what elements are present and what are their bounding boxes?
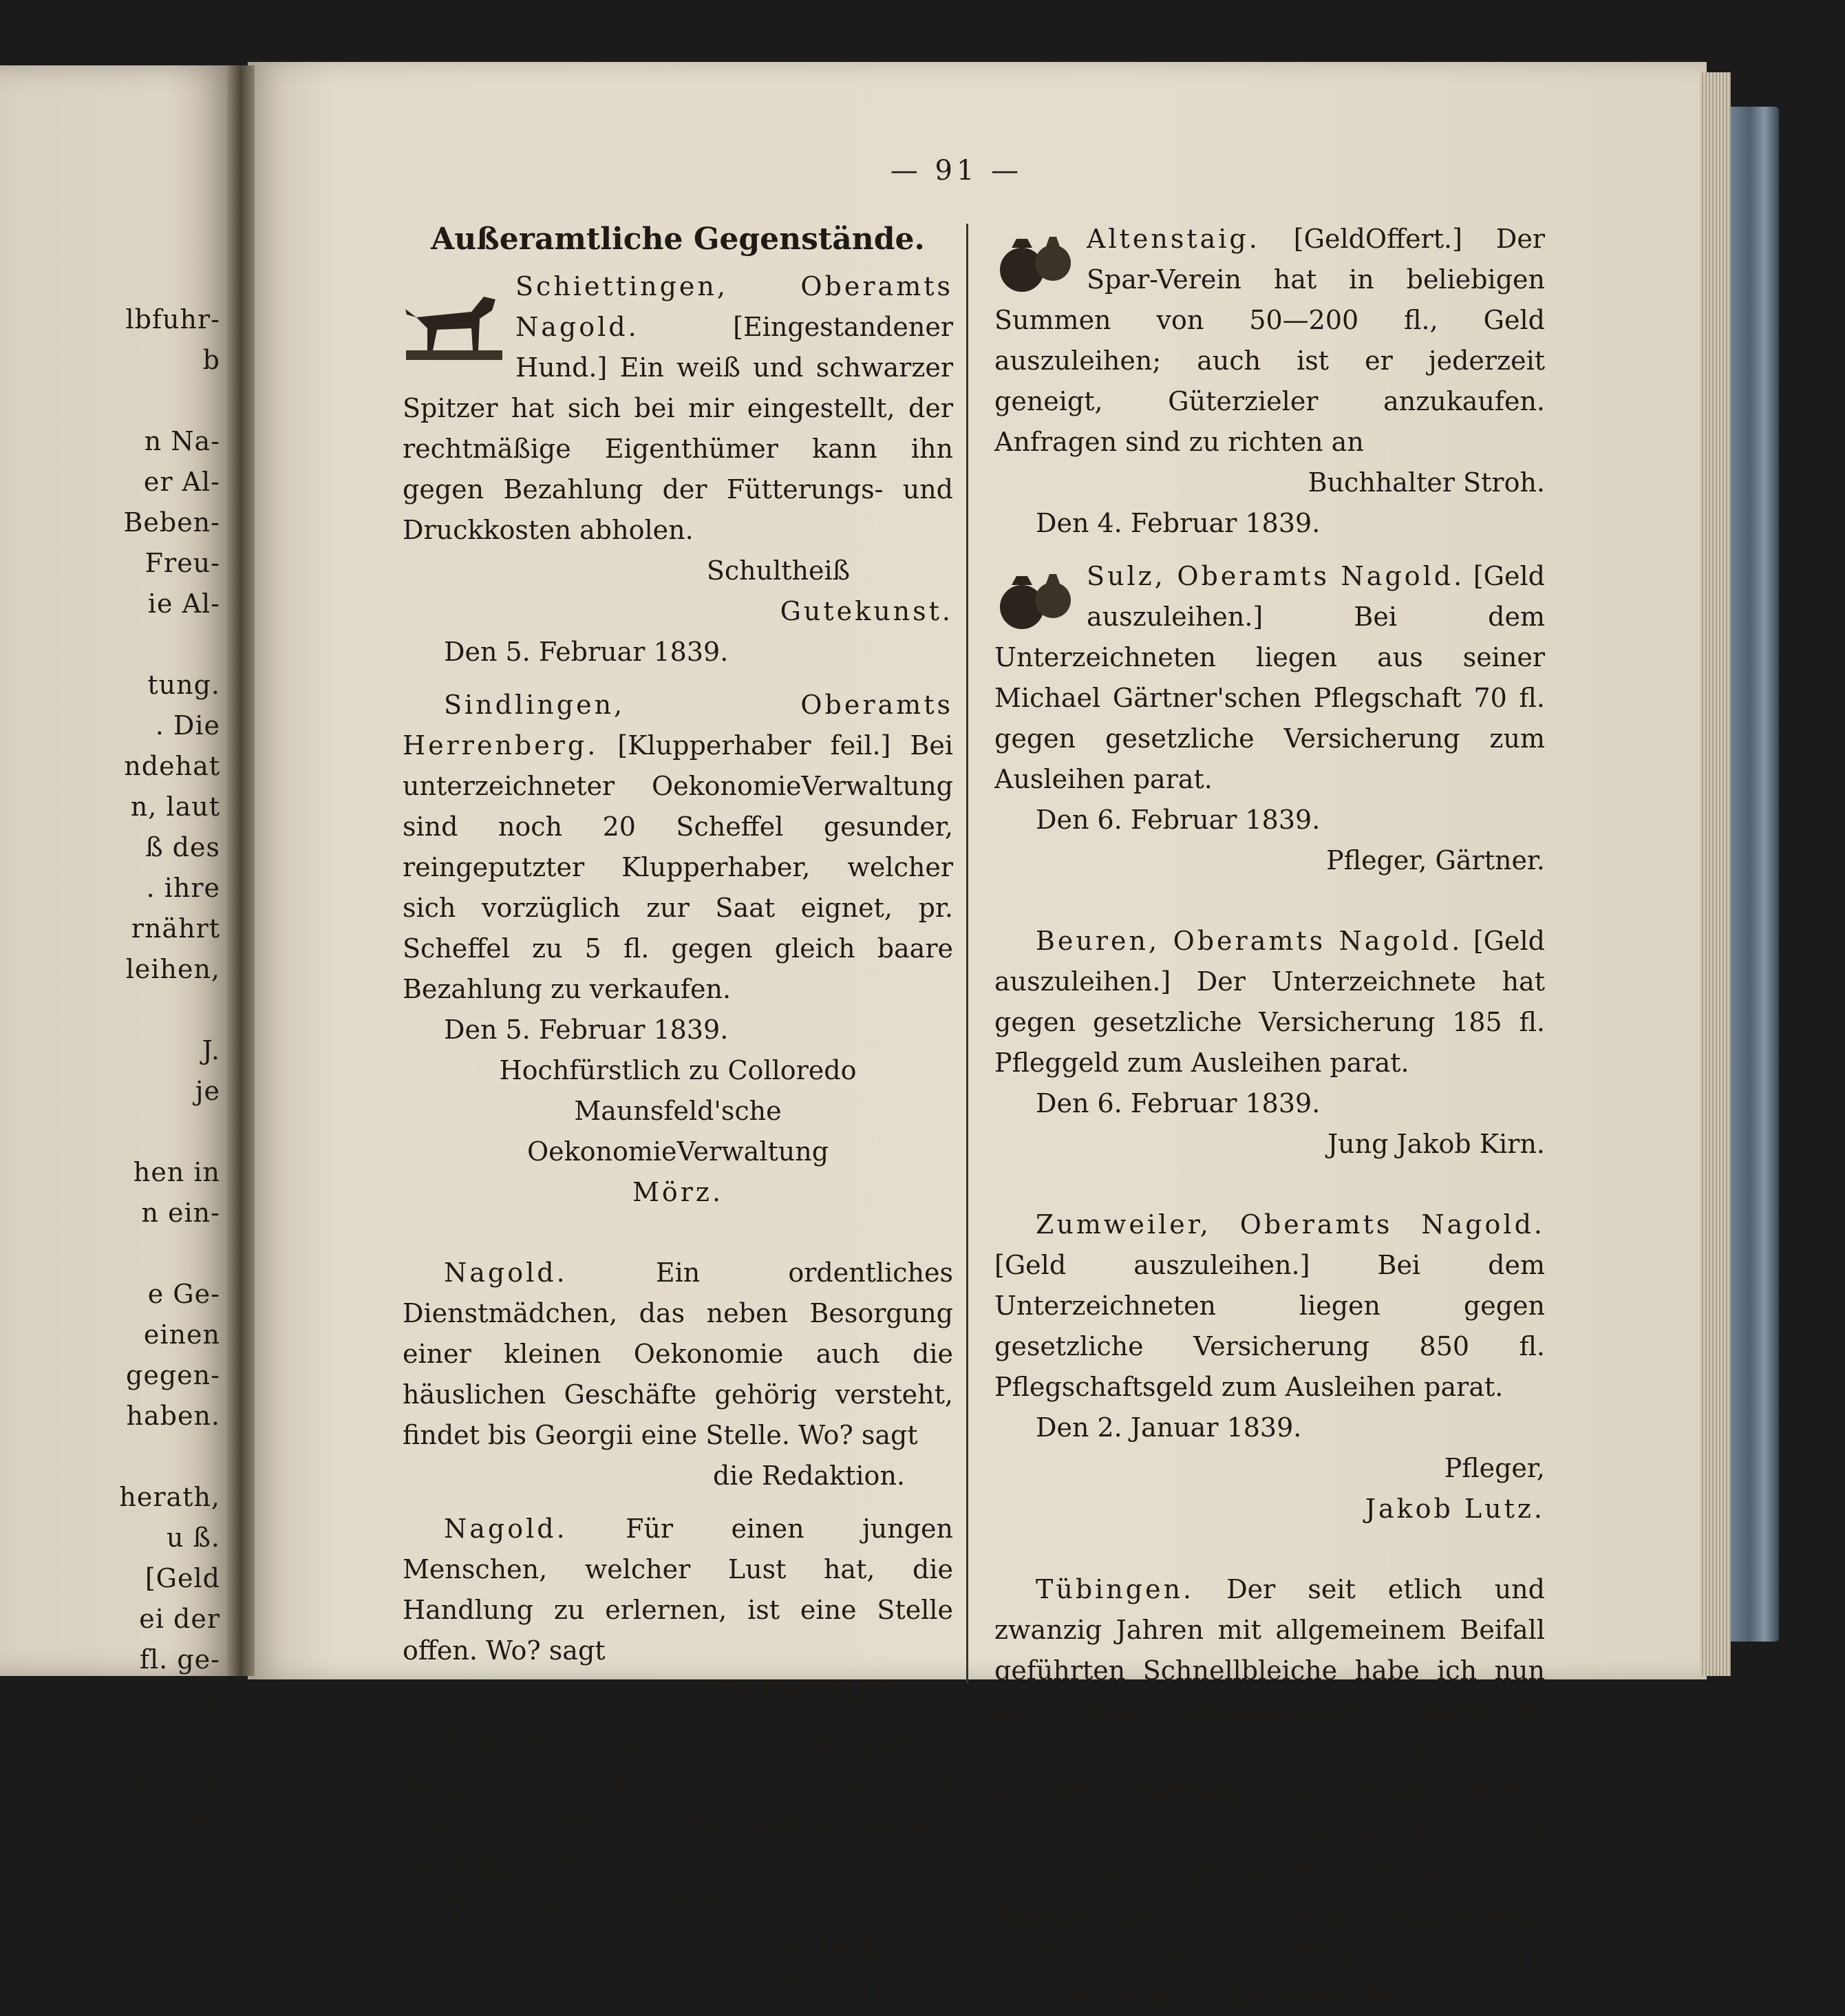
left-fragment-line: e Ge- bbox=[147, 1279, 220, 1309]
signature-line-1: Hochfürstlich zu Colloredo bbox=[499, 1055, 857, 1085]
notice-location: Schiettingen, Oberamts Nagold. bbox=[515, 271, 953, 342]
left-fragment-line: Freu- bbox=[145, 548, 220, 578]
money-bag-woodcut-icon bbox=[994, 559, 1077, 635]
signature-name: Jung Jakob Kirn. bbox=[1327, 1129, 1545, 1159]
left-fragment-line: tung. bbox=[147, 670, 220, 700]
notice-tuebingen bbox=[994, 1569, 1545, 2016]
signature-title: Pfleger, bbox=[1444, 1453, 1545, 1483]
left-fragment-line bbox=[0, 1233, 220, 1274]
signature-title: Schultheiß bbox=[706, 555, 850, 586]
left-fragment-line bbox=[0, 381, 220, 421]
left-fragment-line: n Na- bbox=[144, 426, 220, 456]
left-fragment-line: rnährt bbox=[131, 913, 220, 944]
notice-schiettingen-dog bbox=[403, 266, 953, 672]
notice-location: Tübingen. bbox=[1036, 1574, 1195, 1604]
left-fragment-line: fleger bbox=[138, 1766, 220, 1796]
notice-location: Sulz, Oberamts Nagold. bbox=[1087, 561, 1465, 591]
signature-name: die Redaktion. bbox=[712, 1676, 905, 1706]
dog-woodcut-icon bbox=[403, 269, 506, 365]
left-page-text-fragments bbox=[0, 299, 220, 1843]
signature-title: Schultheiß bbox=[734, 1932, 877, 1962]
notice-location: Sindlingen, Oberamts Herrenberg. bbox=[403, 690, 953, 761]
left-fragment-line: leihen, bbox=[125, 954, 220, 984]
section-heading: Außeramtliche Gegenstände. bbox=[431, 222, 925, 257]
notice-date: Den 5. Februar 1839. bbox=[444, 637, 729, 667]
left-fragment-line: u ß. bbox=[166, 1522, 220, 1553]
notice-date: Den 6. Februar 1839. bbox=[1036, 1088, 1321, 1118]
notice-date: Den 5. Februar 1839. bbox=[444, 1015, 729, 1045]
notice-date: Den 6. Februar 1839. bbox=[1036, 805, 1321, 835]
left-fragment-line: einen bbox=[143, 1319, 220, 1350]
notice-body: [GeldOffert.] Der Spar-Verein hat in beliebigen Summen von 50—200 fl., Geld auszuleihen; auch ist er jederzeit geneigt, Güterzieler anzukaufen. Anfragen sind zu richten an bbox=[994, 224, 1545, 457]
notice-date: Den 4. Februar 1839. bbox=[1036, 508, 1321, 538]
left-fragment-line: ß des bbox=[145, 832, 220, 862]
notice-body: [Geld auszuleihen.] Der Unterzeichnete hat gegen gesetzliche Versicherung 185 fl. Pfleggeld zum Ausleihen parat. bbox=[994, 926, 1545, 1078]
left-fragment-line: er Al- bbox=[143, 467, 220, 497]
notice-zumweiler bbox=[994, 1205, 1545, 1529]
notice-date: Den 6. Februar 1839. bbox=[444, 1891, 729, 1922]
notice-location: Nagold. bbox=[444, 1514, 568, 1544]
notice-location: Schiettingen, Oberamts Nagold. bbox=[403, 1729, 953, 1800]
left-fragment-line: ie Al- bbox=[147, 588, 220, 619]
left-fragment-line: hen in bbox=[133, 1157, 220, 1187]
column-right bbox=[994, 219, 1545, 2016]
notice-body: [Klupperhaber feil.] Bei unterzeichneter OekonomieVerwaltung sind noch 20 Scheffel gesunder, reingeputzter Klupperhaber, welcher sich vorzüglich zur Saat eignet, pr. Scheffel zu 5 fl. gegen gleich baare Bezahlung zu verkaufen. bbox=[403, 730, 953, 1004]
notice-location: Altenstaig. bbox=[1087, 224, 1260, 254]
left-fragment-line: n, laut bbox=[130, 792, 220, 822]
notice-location: Nagold. bbox=[444, 1258, 568, 1288]
notice-nagold-maid bbox=[403, 1253, 953, 1496]
signature-line-3: OekonomieVerwaltung bbox=[526, 1136, 829, 1167]
left-fragment-line: gegen- bbox=[126, 1360, 220, 1390]
left-fragment-line: ndehat bbox=[124, 751, 220, 781]
left-fragment-line: lbfuhr- bbox=[125, 304, 220, 335]
left-fragment-line: [Geld bbox=[145, 1563, 220, 1593]
book-gutter bbox=[227, 65, 255, 1676]
left-fragment-line: herath, bbox=[119, 1482, 220, 1512]
left-fragment-line bbox=[0, 624, 220, 665]
notice-body: Ein ordentliches Dienstmädchen, das neben Besorgung einer kleinen Oekonomie auch die häuslichen Geschäfte gehörig versteht, findet bis Georgii eine Stelle. Wo? sagt bbox=[403, 1258, 953, 1450]
left-page bbox=[0, 65, 237, 1837]
left-fragment-line: fl. ge- bbox=[139, 1644, 220, 1675]
notice-location: Zumweiler, Oberamts Nagold. bbox=[1036, 1209, 1545, 1240]
signature-name: Gutekunst. bbox=[780, 596, 953, 626]
signature-name: Mörz. bbox=[632, 1177, 724, 1207]
notice-body: [Eingestandener Hund.] Ein weiß und schwarzer Spitzer hat sich bei mir eingestellt, der rechtmäßige Eigenthümer kann ihn gegen Bezahlung der Fütterungs- und Druckkosten abholen. bbox=[403, 312, 953, 545]
notice-body: Der Unterzeichnete verkauft einen 2½jährigen gelbgeblaßten Farren um billigen Preis. bbox=[403, 1770, 953, 1881]
left-fragment-line bbox=[0, 1721, 220, 1761]
notice-schiettingen-bull bbox=[403, 1724, 953, 2008]
left-fragment-line bbox=[0, 1112, 220, 1152]
notice-date: Den 2. Januar 1839. bbox=[1036, 1412, 1302, 1443]
left-fragment-line: b bbox=[202, 345, 220, 375]
notice-sindlingen bbox=[403, 685, 953, 1213]
left-fragment-line: Beben- bbox=[123, 507, 220, 538]
notice-location: Beuren, Oberamts Nagold. bbox=[1036, 926, 1463, 956]
notice-body: [Geld auszuleihen.] Bei dem Unterzeichneten liegen aus seiner Michael Gärtner'schen Pflegschaft 70 fl. gegen gesetzliche Versicherung zum Ausleihen parat. bbox=[994, 561, 1545, 794]
notice-sulz bbox=[994, 556, 1545, 881]
left-fragment-line: J. bbox=[202, 1035, 220, 1065]
left-fragment-line: . ihre bbox=[146, 873, 220, 903]
notice-beuren bbox=[994, 921, 1545, 1165]
left-fragment-line: ei der bbox=[139, 1604, 220, 1634]
signature-line-2: Maunsfeld'sche bbox=[574, 1096, 782, 1126]
page-edges bbox=[1700, 72, 1731, 1676]
signature-name: Jakob Lutz. bbox=[1365, 1494, 1545, 1524]
notice-body: Für einen jungen Menschen, welcher Lust hat, die Handlung zu erlernen, ist eine Stelle offen. Wo? sagt bbox=[403, 1514, 953, 1666]
left-fragment-line: haben. bbox=[126, 1401, 220, 1431]
column-divider bbox=[966, 224, 968, 1683]
signature-name: Gutekunst. bbox=[780, 1973, 953, 2003]
left-fragment-line bbox=[0, 990, 220, 1030]
column-left bbox=[403, 219, 953, 2016]
left-fragment-line bbox=[0, 1436, 220, 1477]
left-fragment-line: n ein- bbox=[141, 1198, 220, 1228]
left-fragment-line: je bbox=[195, 1076, 220, 1106]
signature-name: die Redaktion. bbox=[712, 1461, 905, 1491]
notice-altenstaig bbox=[994, 219, 1545, 544]
notice-body: [Geld auszuleihen.] Bei dem Unterzeichneten liegen gegen gesetzliche Versicherung 850 fl. Pflegschaftsgeld zum Ausleihen parat. bbox=[994, 1250, 1545, 1402]
money-bag-woodcut-icon bbox=[994, 222, 1077, 297]
signature-name: Pfleger, Gärtner. bbox=[1326, 845, 1545, 876]
left-fragment-line: zum bbox=[162, 1685, 220, 1715]
page-number: — 91 — bbox=[890, 155, 1023, 187]
book-cover-edge bbox=[1731, 107, 1779, 1642]
left-fragment-line: . Die bbox=[155, 710, 220, 741]
left-fragment-line: er. bbox=[184, 1807, 220, 1837]
notice-body: Der seit etlich und zwanzig Jahren mit allgemeinem Beifall geführten Schnellbleiche habe ich nun auch eine Leinwandbleiche beigefügt, welche ich, wann es die Witterung erlaubt, eröffnen, und erstere damit fortsetzen werde, wozu ich mir zahlreichen Zuspruch erbitte, und dagegen die Versicherung geben, sowohl in baumwollenen Stoffen, leinen Garn und Faden, als in Leinwand bei bbox=[994, 1574, 1545, 2010]
signature-name: Buchhalter Stroh. bbox=[1308, 467, 1545, 498]
notice-nagold-apprentice bbox=[403, 1509, 953, 1712]
